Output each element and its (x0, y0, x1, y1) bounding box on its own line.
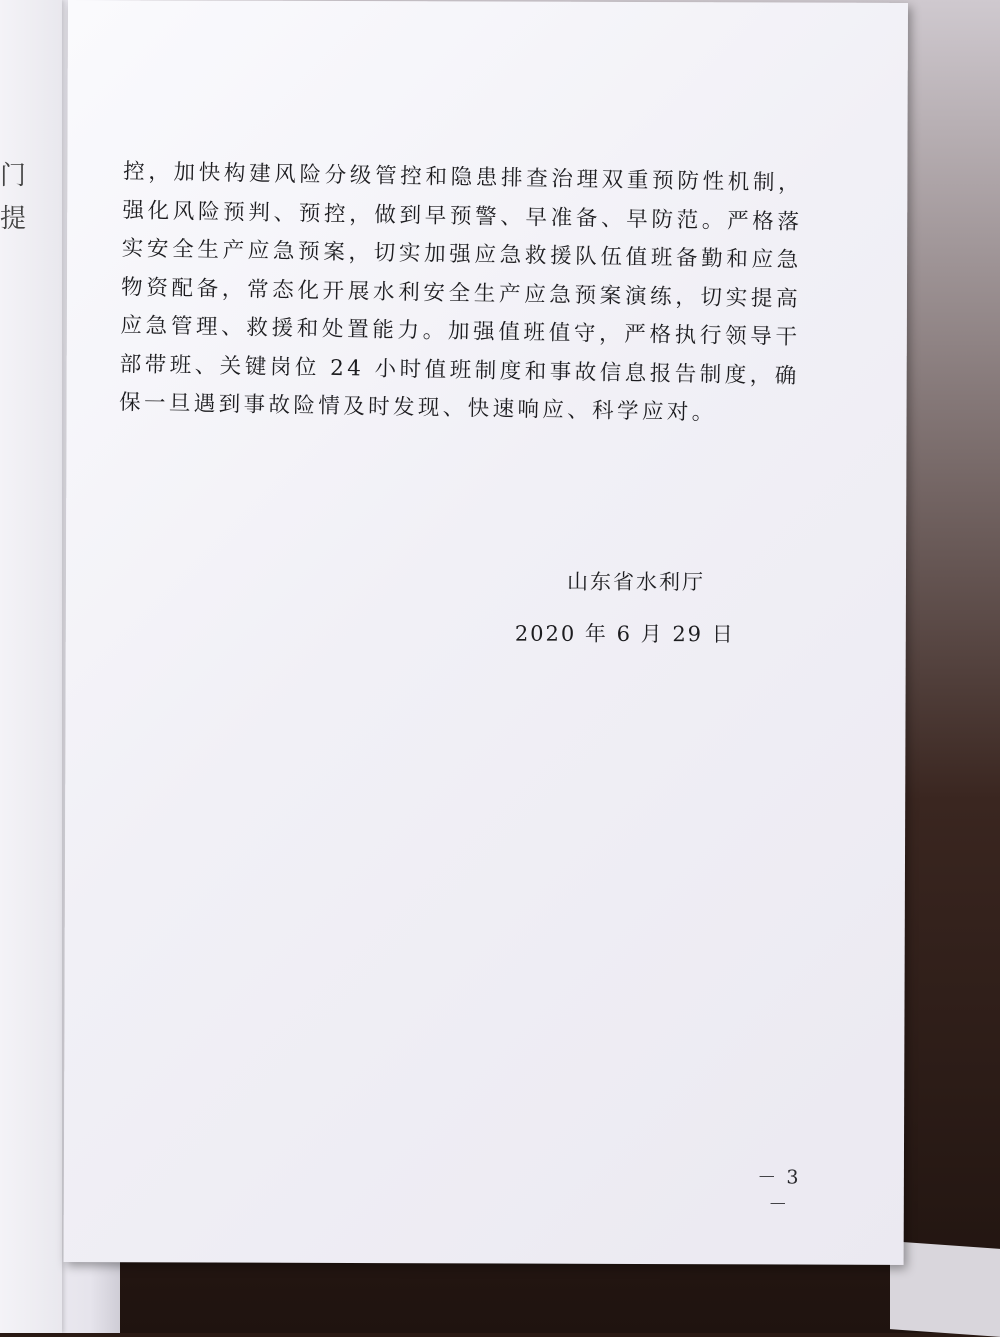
signature-block (514, 565, 746, 652)
issuing-organization: 山东省水利厅 (566, 569, 706, 595)
page-number: － 3 － (757, 1166, 801, 1216)
issue-date: 2020 年 6 月 29 日 (514, 621, 735, 647)
underlying-page-glyph: 提 (0, 204, 27, 234)
underlying-sheet-corner (890, 1241, 1000, 1337)
underlying-page-glyph: 门 (0, 161, 27, 191)
underlying-page-edge (0, 0, 62, 1333)
body-paragraph: 控，加快构建风险分级管控和隐患排查治理双重预防性机制，强化风险预判、预控，做到早预警、早准备、早防范。严格落实安全生产应急预案，切实加强应急救援队伍值班备勤和应急物资配备，常态化开展水利安全生产应急预案演练，切实提高应急管理、救援和处置能力。加强值班值守，严格执行领导干部带班、关键岗位 24 小时值班制度和事故信息报告制度，确保一旦遇到事故险情及时发现、快速响应、科学应对。 (118, 159, 804, 426)
document-page (64, 0, 908, 1265)
